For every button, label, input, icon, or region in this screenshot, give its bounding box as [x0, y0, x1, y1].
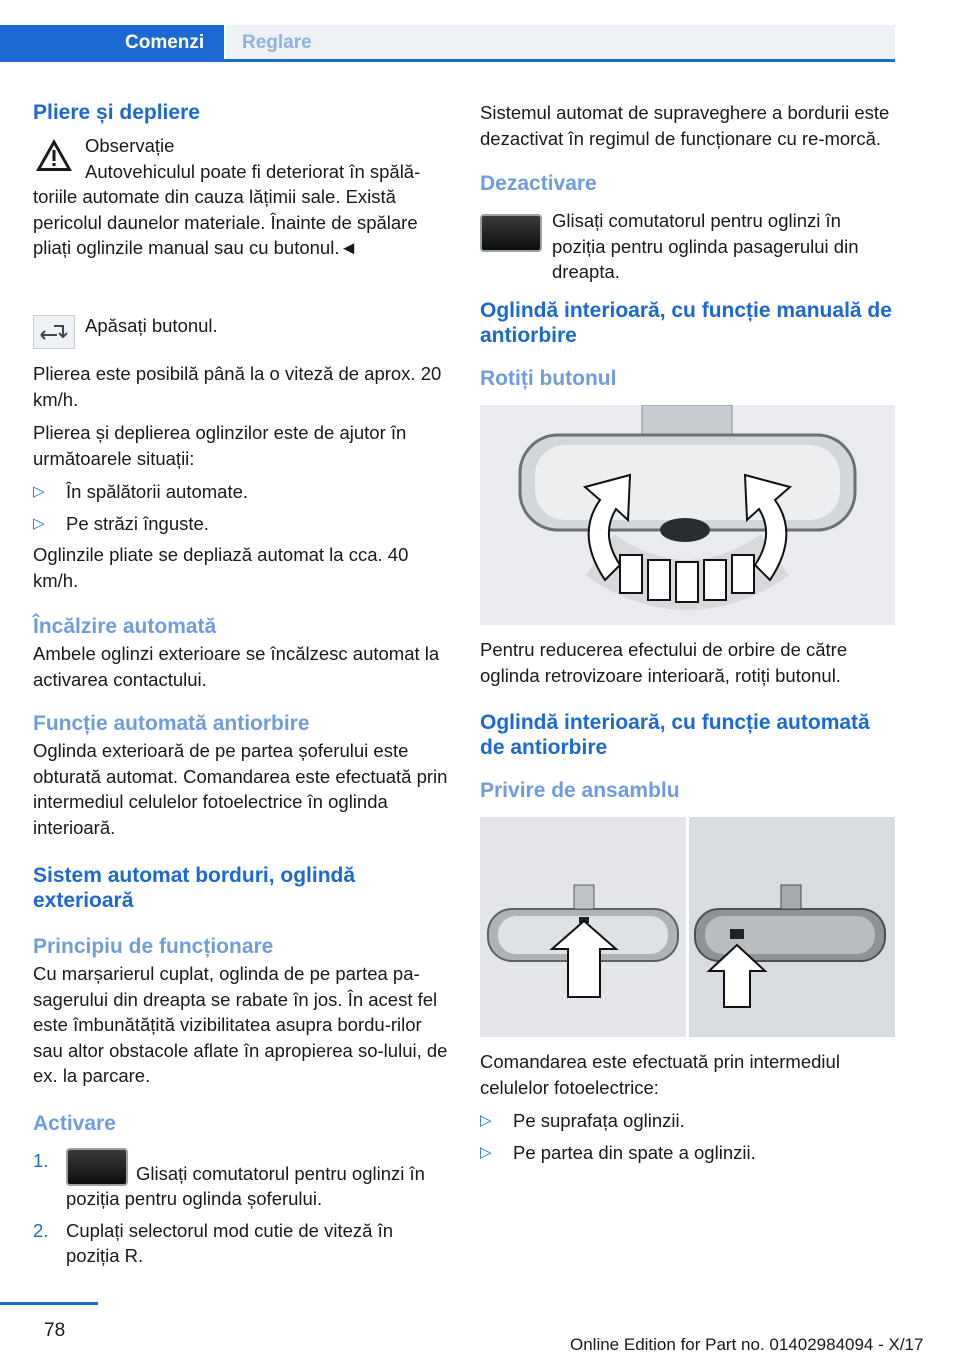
mirror-knob-illustration: [480, 405, 895, 625]
press-button-text: Apăsați butonul.: [85, 315, 218, 336]
warning-title: Observație: [85, 135, 175, 156]
fold-useful-text: Plierea și deplierea oglinzilor este de ajutor în următoarele situații:: [33, 422, 407, 469]
deactivate-text: Glisați comutatorul pentru oglinzi în poziția pentru oglinda pasagerului din dreapta.: [552, 210, 859, 282]
heading-activate: Activare: [33, 1111, 116, 1135]
triangle-bullet-icon: ▷: [33, 483, 45, 500]
triangle-bullet-icon: ▷: [33, 514, 45, 532]
mirror-switch-icon: [480, 214, 542, 252]
tab-reglare-label: Reglare: [242, 32, 312, 53]
press-button-row: [33, 311, 448, 361]
left-column: [33, 100, 448, 1269]
heating-text: Ambele oglinzi exterioare se încălzesc automat la activarea contactului.: [33, 643, 440, 690]
list-item: ▷ Pe partea din spate a oglinzii.: [480, 1140, 895, 1166]
warning-triangle-icon: [33, 135, 75, 175]
heading-deactivate: Dezactivare: [480, 172, 597, 195]
warning-text: toriile automate din cauza lățimii sale. Există pericolul daunelor materiale. Înainte de spălare pliați oglinzile manual sau cu butonul.◄: [33, 186, 418, 258]
principle-text: Cu marșarierul cuplat, oglinda de pe partea pa-sagerului din dreapta se rabate în jos. În acest fel este îmbunătățită vizibilitatea asupra bordu-rilor sau altor obstacole aflate în apropierea so-lului, de ex. la parcare.: [33, 963, 448, 1086]
heading-manual-mirror: Oglindă interioară, cu funcție manuală de antiorbire: [480, 299, 892, 347]
tab-comenzi-label: Comenzi: [125, 32, 205, 53]
tab-comenzi[interactable]: [0, 25, 224, 59]
warning-text-first: Autovehiculul poate fi deteriorat în spălă-: [85, 161, 421, 182]
fold-speed-text: Plierea este posibilă până la o viteză de aprox. 20 km/h.: [33, 363, 442, 410]
heading-principle: Principiu de funcționare: [33, 935, 274, 958]
heading-curb-system: Sistem automat borduri, oglindă exterioară: [33, 864, 356, 912]
heading-turn-knob: Rotiți butonul: [480, 367, 617, 390]
turn-knob-text: Pentru reducerea efectului de orbire de către oglinda retrovizoare interioară, rotiți butonul.: [480, 639, 848, 686]
deactivate-row: [480, 208, 895, 282]
heading-antiglare: Funcție automată antiorbire: [33, 712, 310, 735]
heading-fold: Pliere și depliere: [33, 101, 200, 124]
photocells-list: [480, 1108, 895, 1165]
fold-situations-list: [33, 479, 448, 536]
list-item: ▷ În spălătorii automate.: [33, 479, 448, 505]
tab-reglare[interactable]: [226, 25, 895, 59]
unfold-text: Oglinzile pliate se depliază automat la cca. 40 km/h.: [33, 544, 409, 591]
trailer-text: Sistemul automat de supraveghere a bordurii este dezactivat în regimul de funcționare cu re-morcă.: [480, 102, 890, 149]
list-item: ▷ Pe suprafața oglinzii.: [480, 1108, 895, 1134]
photocells-text: Comandarea este efectuată prin intermediul celulelor fotoelectrice:: [480, 1051, 840, 1098]
heading-auto-mirror: Oglindă interioară, cu funcție automată de antiorbire: [480, 711, 870, 759]
page-number: 78: [44, 1320, 66, 1341]
list-item: ▷ Pe străzi înguste.: [33, 511, 448, 537]
list-item: 2. Cuplați selectorul mod cutie de viteză în poziția R.: [33, 1219, 394, 1266]
triangle-bullet-icon: ▷: [480, 1112, 492, 1129]
edition-text: Online Edition for Part no. 01402984094 - X/17: [570, 1335, 924, 1354]
header-divider: [0, 59, 895, 62]
heading-overview: Privire de ansamblu: [480, 779, 680, 802]
list-item: 1. Glisați comutatorul pentru oglinzi în poziția pentru oglinda șoferului.: [33, 1149, 425, 1209]
footer-divider: [0, 1302, 98, 1305]
heading-heating: Încălzire automată: [33, 615, 217, 638]
mirror-fold-button-icon: [33, 315, 75, 349]
photocell-illustration: [480, 817, 895, 1037]
triangle-bullet-icon: ▷: [480, 1143, 492, 1161]
antiglare-text: Oglinda exterioară de pe partea șoferului este obturată automat. Comandarea este efectuată prin intermediul celulelor fotoelectrice în oglinda interioară.: [33, 740, 448, 838]
mirror-switch-icon: [66, 1148, 128, 1186]
activate-steps: [33, 1148, 448, 1269]
right-column: [480, 100, 895, 1165]
header-tabs: [0, 25, 895, 62]
